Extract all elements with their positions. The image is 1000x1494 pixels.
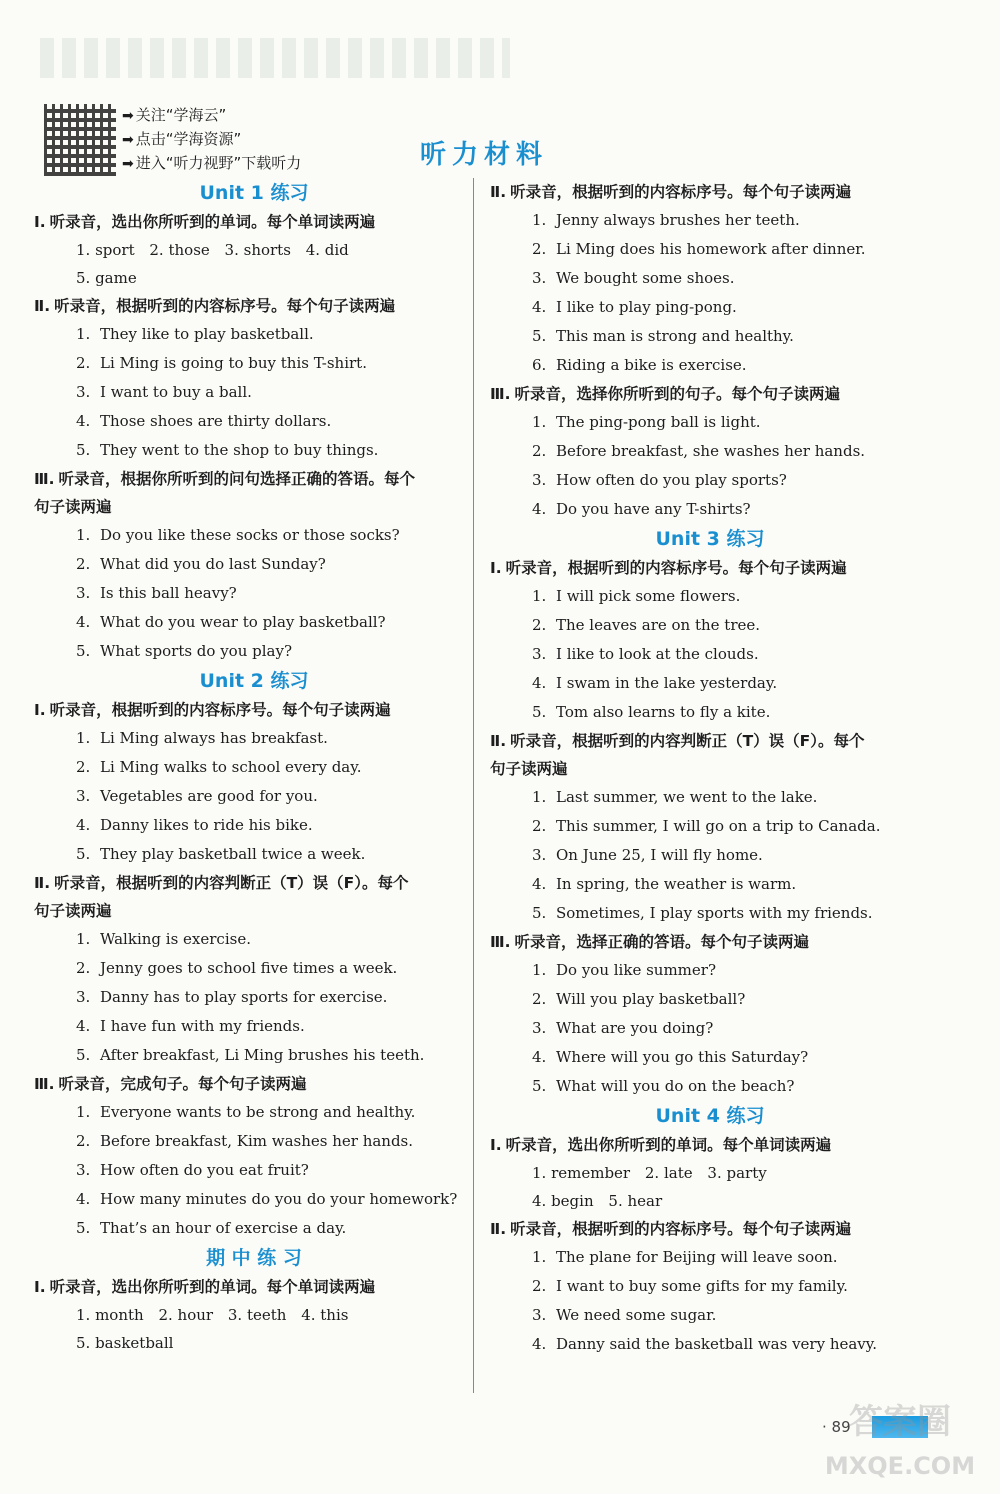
qr-instruction-1: ➡ 关注“学海云” bbox=[122, 106, 227, 124]
list-item: 5. After breakfast, Li Ming brushes his teeth. bbox=[76, 1046, 425, 1064]
list-item: 1. Do you like these socks or those socks? bbox=[76, 526, 400, 544]
section-heading-cont: 句子读两遍 bbox=[490, 760, 568, 778]
list-item: 1. Walking is exercise. bbox=[76, 930, 251, 948]
list-item: 2. Will you play basketball? bbox=[532, 990, 746, 1008]
list-item: 2. Jenny goes to school five times a week. bbox=[76, 959, 398, 977]
list-item: 1. Do you like summer? bbox=[532, 961, 716, 979]
list-item: 3. Is this ball heavy? bbox=[76, 584, 237, 602]
section-heading: Ⅱ. 听录音，根据听到的内容判断正（T）误（F）。每个 bbox=[490, 732, 865, 750]
word-row: 1. remember 2. late 3. party bbox=[532, 1164, 767, 1182]
list-item: 2. Li Ming walks to school every day. bbox=[76, 758, 362, 776]
word-row: 5. game bbox=[76, 269, 137, 287]
section-heading: Ⅱ. 听录音，根据听到的内容判断正（T）误（F）。每个 bbox=[34, 874, 409, 892]
section-heading: Ⅱ. 听录音，根据听到的内容标序号。每个句子读两遍 bbox=[490, 183, 852, 201]
qr-instruction-2: ➡ 点击“学海资源” bbox=[122, 130, 242, 148]
list-item: 4. Where will you go this Saturday? bbox=[532, 1048, 809, 1066]
list-item: 3. What are you doing? bbox=[532, 1019, 714, 1037]
word-row: 1. sport 2. those 3. shorts 4. did bbox=[76, 241, 349, 259]
section-heading: Ⅱ. 听录音，根据听到的内容标序号。每个句子读两遍 bbox=[34, 297, 396, 315]
section-heading: Ⅲ. 听录音，选择正确的答语。每个句子读两遍 bbox=[490, 933, 810, 951]
list-item: 2. Li Ming is going to buy this T-shirt. bbox=[76, 354, 367, 372]
list-item: 2. This summer, I will go on a trip to Canada. bbox=[532, 817, 881, 835]
list-item: 2. Before breakfast, Kim washes her hands. bbox=[76, 1132, 414, 1150]
list-item: 1. Last summer, we went to the lake. bbox=[532, 788, 818, 806]
list-item: 5. What will you do on the beach? bbox=[532, 1077, 795, 1095]
list-item: 4. I have fun with my friends. bbox=[76, 1017, 305, 1035]
list-item: 4. I swam in the lake yesterday. bbox=[532, 674, 778, 692]
arrow-right-icon: ➡ bbox=[122, 132, 134, 148]
section-heading: Ⅰ. 听录音，选出你所听到的单词。每个单词读两遍 bbox=[34, 213, 376, 231]
arrow-right-icon: ➡ bbox=[122, 156, 134, 172]
page-number: · 89 bbox=[822, 1418, 851, 1436]
list-item: 1. Jenny always brushes her teeth. bbox=[532, 211, 800, 229]
list-item: 5. They went to the shop to buy things. bbox=[76, 441, 379, 459]
section-heading: Ⅲ. 听录音，根据你所听到的问句选择正确的答语。每个 bbox=[34, 470, 416, 488]
list-item: 5. Tom also learns to fly a kite. bbox=[532, 703, 771, 721]
list-item: 3. On June 25, I will fly home. bbox=[532, 846, 763, 864]
list-item: 3. How often do you eat fruit? bbox=[76, 1161, 309, 1179]
page-title: 听力材料 bbox=[420, 140, 549, 170]
list-item: 2. The leaves are on the tree. bbox=[532, 616, 761, 634]
section-heading: Ⅰ. 听录音，选出你所听到的单词。每个单词读两遍 bbox=[34, 1278, 376, 1296]
list-item: 1. They like to play basketball. bbox=[76, 325, 314, 343]
watermark-logo: 答案圈 MXQE.COM bbox=[824, 1402, 976, 1480]
section-heading: Ⅲ. 听录音，选择你所听到的句子。每个句子读两遍 bbox=[490, 385, 841, 403]
list-item: 1. The ping-pong ball is light. bbox=[532, 413, 761, 431]
list-item: 2. What did you do last Sunday? bbox=[76, 555, 326, 573]
list-item: 6. Riding a bike is exercise. bbox=[532, 356, 747, 374]
qr-instruction-3: ➡ 进入“听力视野”下载听力 bbox=[122, 154, 302, 172]
blurred-header-strip bbox=[40, 38, 510, 78]
list-item: 5. They play basketball twice a week. bbox=[76, 845, 366, 863]
section-heading: Ⅲ. 听录音，完成句子。每个句子读两遍 bbox=[34, 1075, 307, 1093]
qr-code-icon bbox=[44, 104, 116, 176]
list-item: 5. That’s an hour of exercise a day. bbox=[76, 1219, 347, 1237]
list-item: 4. How many minutes do you do your homework? bbox=[76, 1190, 458, 1208]
list-item: 5. What sports do you play? bbox=[76, 642, 293, 660]
list-item: 3. I want to buy a ball. bbox=[76, 383, 252, 401]
list-item: 2. Before breakfast, she washes her hands. bbox=[532, 442, 866, 460]
list-item: 5. Sometimes, I play sports with my friends. bbox=[532, 904, 873, 922]
unit-1-title: Unit 1 练习 bbox=[199, 182, 309, 204]
unit-2-title: Unit 2 练习 bbox=[199, 670, 309, 692]
list-item: 3. We need some sugar. bbox=[532, 1306, 717, 1324]
unit-4-title: Unit 4 练习 bbox=[655, 1105, 765, 1127]
list-item: 5. This man is strong and healthy. bbox=[532, 327, 794, 345]
midterm-title: 期 中 练 习 bbox=[206, 1247, 302, 1269]
section-heading: Ⅰ. 听录音，根据听到的内容标序号。每个句子读两遍 bbox=[490, 559, 847, 577]
list-item: 1. I will pick some flowers. bbox=[532, 587, 741, 605]
right-column bbox=[490, 178, 930, 1359]
list-item: 3. How often do you play sports? bbox=[532, 471, 787, 489]
section-heading-cont: 句子读两遍 bbox=[34, 902, 112, 920]
list-item: 2. Li Ming does his homework after dinner. bbox=[532, 240, 866, 258]
list-item: 4. I like to play ping-pong. bbox=[532, 298, 737, 316]
list-item: 4. Do you have any T-shirts? bbox=[532, 500, 751, 518]
list-item: 4. What do you wear to play basketball? bbox=[76, 613, 386, 631]
left-column bbox=[34, 178, 474, 1357]
list-item: 1. The plane for Beijing will leave soon. bbox=[532, 1248, 838, 1266]
list-item: 2. I want to buy some gifts for my family. bbox=[532, 1277, 848, 1295]
list-item: 3. Vegetables are good for you. bbox=[76, 787, 318, 805]
list-item: 3. We bought some shoes. bbox=[532, 269, 735, 287]
section-heading: Ⅰ. 听录音，选出你所听到的单词。每个单词读两遍 bbox=[490, 1136, 832, 1154]
word-row: 4. begin 5. hear bbox=[532, 1192, 663, 1210]
word-row: 1. month 2. hour 3. teeth 4. this bbox=[76, 1306, 349, 1324]
word-row: 5. basketball bbox=[76, 1334, 174, 1352]
list-item: 3. Danny has to play sports for exercise. bbox=[76, 988, 388, 1006]
list-item: 4. In spring, the weather is warm. bbox=[532, 875, 797, 893]
list-item: 3. I like to look at the clouds. bbox=[532, 645, 759, 663]
list-item: 4. Danny said the basketball was very heavy. bbox=[532, 1335, 878, 1353]
list-item: 4. Those shoes are thirty dollars. bbox=[76, 412, 332, 430]
section-heading-cont: 句子读两遍 bbox=[34, 498, 112, 516]
list-item: 4. Danny likes to ride his bike. bbox=[76, 816, 313, 834]
unit-3-title: Unit 3 练习 bbox=[655, 528, 765, 550]
section-heading: Ⅰ. 听录音，根据听到的内容标序号。每个句子读两遍 bbox=[34, 701, 391, 719]
list-item: 1. Li Ming always has breakfast. bbox=[76, 729, 328, 747]
section-heading: Ⅱ. 听录音，根据听到的内容标序号。每个句子读两遍 bbox=[490, 1220, 852, 1238]
list-item: 1. Everyone wants to be strong and healthy. bbox=[76, 1103, 416, 1121]
arrow-right-icon: ➡ bbox=[122, 108, 134, 124]
